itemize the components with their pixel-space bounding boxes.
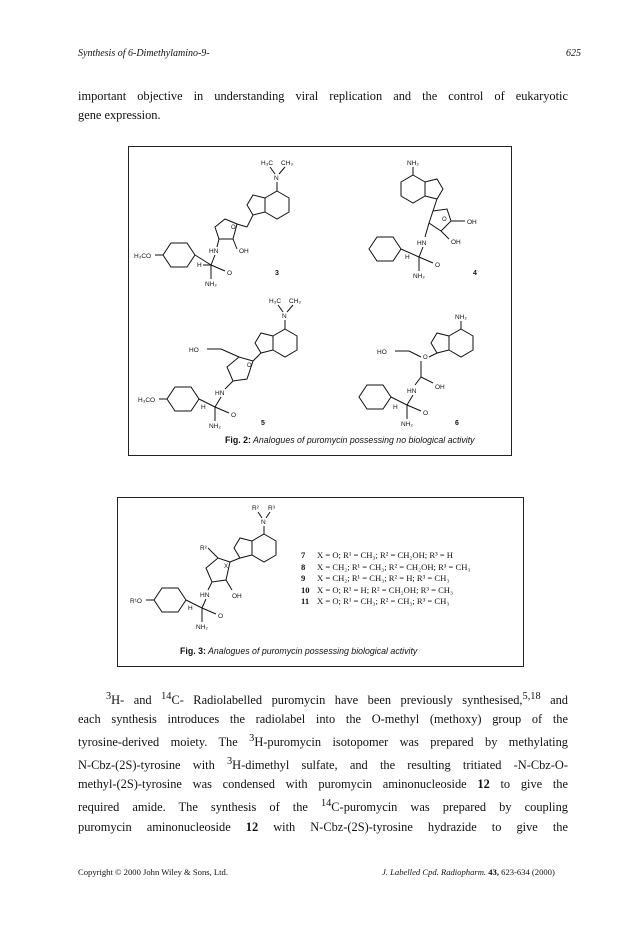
- paragraph-line-4: N-Cbz-(2S)-tyrosine with $^3$H-dimethyl sulfate, and the resulting tritiated -N-Cbz-O-: [78, 756, 568, 773]
- label-hn: HN: [407, 388, 417, 395]
- compound-4-structure: [369, 160, 477, 280]
- intro-line-2: gene expression.: [78, 108, 161, 122]
- label-h: H: [188, 605, 193, 612]
- label-nh2: NH₂: [413, 273, 425, 280]
- label-oh: OH: [451, 239, 461, 246]
- label-hn: HN: [417, 240, 427, 247]
- legend-text: X = CH₂; R¹ = CH₃; R² = H; R³ = CH₃: [317, 573, 450, 583]
- legend-number: 8: [301, 561, 306, 572]
- label-o: O: [227, 270, 233, 277]
- figure-2-caption-text: Analogues of puromycin possessing no biological activity: [253, 435, 475, 445]
- label-r1o: R¹O: [130, 598, 142, 605]
- label-x: X: [224, 564, 229, 570]
- compound-number-6: 6: [455, 420, 459, 427]
- legend-text: X = O; R¹ = CH₃; R² = CH₃; R³ = CH₃: [317, 596, 450, 606]
- label-o: O: [442, 217, 447, 223]
- label-h: H: [393, 404, 398, 411]
- label-h: H: [405, 254, 410, 261]
- label-hn: HN: [215, 390, 225, 397]
- paragraph-line-6: required amide. The synthesis of the $^{14}$C-puromycin was prepared by coupling: [78, 798, 568, 815]
- legend-row: [301, 562, 470, 574]
- journal-citation: [382, 867, 555, 877]
- label-r3: R³: [268, 505, 275, 512]
- label-nh2: NH₂: [205, 281, 217, 288]
- label-oh: OH: [435, 384, 445, 391]
- label-nh2: NH₂: [455, 314, 467, 321]
- legend-text: X = CH₂; R¹ = CH₃; R² = CH₂OH; R³ = CH₃: [317, 561, 471, 572]
- label-nh2: NH₂: [407, 160, 419, 167]
- copyright-notice: Copyright © 2000 John Wiley & Sons, Ltd.: [78, 867, 228, 877]
- compound-6-structure: [359, 314, 473, 428]
- page-number: 625: [566, 48, 581, 59]
- label-o: O: [423, 410, 429, 417]
- label-oh: OH: [239, 248, 249, 255]
- legend-row: [301, 573, 470, 585]
- compound-number-5: 5: [261, 420, 265, 427]
- paragraph-line-1: $^3$H- and $^{14}$C- Radiolabelled puromycin have been previously synthesised,$^{5,18}$ and: [106, 691, 568, 708]
- compound-number-3: 3: [275, 270, 279, 277]
- label-h: H: [197, 262, 202, 269]
- label-n: N: [274, 175, 279, 182]
- label-o: O: [435, 262, 441, 269]
- label-h3co: H₃CO: [138, 397, 156, 404]
- legend-number: 9: [301, 573, 306, 583]
- label-ch3: CH₃: [289, 298, 302, 305]
- label-o: O: [231, 412, 237, 419]
- label-h: H: [201, 404, 206, 411]
- legend-row: [301, 550, 470, 562]
- label-nh2: NH₂: [196, 624, 208, 631]
- figure-2-structures: [129, 147, 511, 455]
- paragraph-line-2: each synthesis introduces the radiolabel into the O-methyl (methoxy) group of the: [78, 712, 568, 727]
- legend-row: [301, 596, 470, 608]
- main-paragraph: [78, 687, 568, 837]
- label-o: O: [231, 225, 236, 231]
- label-o: O: [423, 355, 428, 361]
- compound-number-4: 4: [473, 270, 477, 277]
- paragraph-line-5: methyl-(2S)-tyrosine was condensed with puromycin aminonucleoside 12 to give the: [78, 777, 568, 792]
- label-hn: HN: [209, 248, 219, 255]
- label-h3co: H₃CO: [134, 253, 152, 260]
- label-nh2: NH₂: [209, 423, 221, 430]
- paragraph-line-3: tyrosine-derived moiety. The $^3$H-puromycin isotopomer was prepared by methylating: [78, 733, 568, 750]
- figure-3-label: Fig. 3:: [180, 646, 206, 656]
- label-hn: HN: [200, 592, 210, 599]
- legend-number: 7: [301, 550, 306, 560]
- compound-3-structure: [134, 160, 293, 288]
- intro-paragraph: [78, 87, 568, 125]
- legend-text: X = O; R¹ = CH₃; R² = CH₂OH; R³ = H: [317, 550, 454, 560]
- citation-volume: 43,: [488, 867, 499, 877]
- figure-2-label: Fig. 2:: [225, 435, 251, 445]
- running-header-title: Synthesis of 6-Dimethylamino-9-: [78, 48, 210, 59]
- label-o: O: [247, 363, 252, 369]
- label-ch3: CH₃: [281, 160, 294, 167]
- label-oh: OH: [232, 593, 242, 600]
- label-n: N: [261, 519, 266, 526]
- intro-line-1: important objective in understanding viral replication and the control of eukaryotic: [78, 89, 568, 103]
- legend-number: 11: [301, 596, 310, 606]
- compound-5-structure: [138, 298, 301, 430]
- legend-text: X = O; R¹ = H; R² = CH₂OH; R³ = CH₃: [317, 584, 454, 595]
- legend-number: 10: [301, 584, 310, 595]
- label-r2: R²: [252, 505, 259, 512]
- figure-2-box: [128, 146, 512, 456]
- citation-pages: 623-634 (2000): [501, 867, 555, 877]
- figure-3-caption: [180, 646, 417, 656]
- figure-3-structure: [118, 498, 318, 648]
- paragraph-line-7: puromycin aminonucleoside 12 with N-Cbz-(2S)-tyrosine hydrazide to give the: [78, 819, 568, 834]
- figure-3-box: [117, 497, 524, 667]
- legend-row: [301, 585, 470, 597]
- label-h3c: H₃C: [261, 160, 274, 167]
- citation-journal: J. Labelled Cpd. Radiopharm.: [382, 867, 487, 877]
- figure-2-caption: [225, 435, 475, 445]
- label-nh2: NH₂: [401, 421, 413, 428]
- label-n: N: [282, 313, 287, 320]
- figure-3-legend: [301, 550, 470, 608]
- label-oh: OH: [467, 219, 477, 226]
- label-h3c: H₃C: [269, 298, 282, 305]
- figure-3-caption-text: Analogues of puromycin possessing biological activity: [208, 646, 418, 656]
- label-ho: HO: [189, 347, 199, 354]
- label-ho: HO: [377, 349, 387, 356]
- label-r-ring: R²: [200, 545, 207, 552]
- label-o: O: [218, 613, 224, 620]
